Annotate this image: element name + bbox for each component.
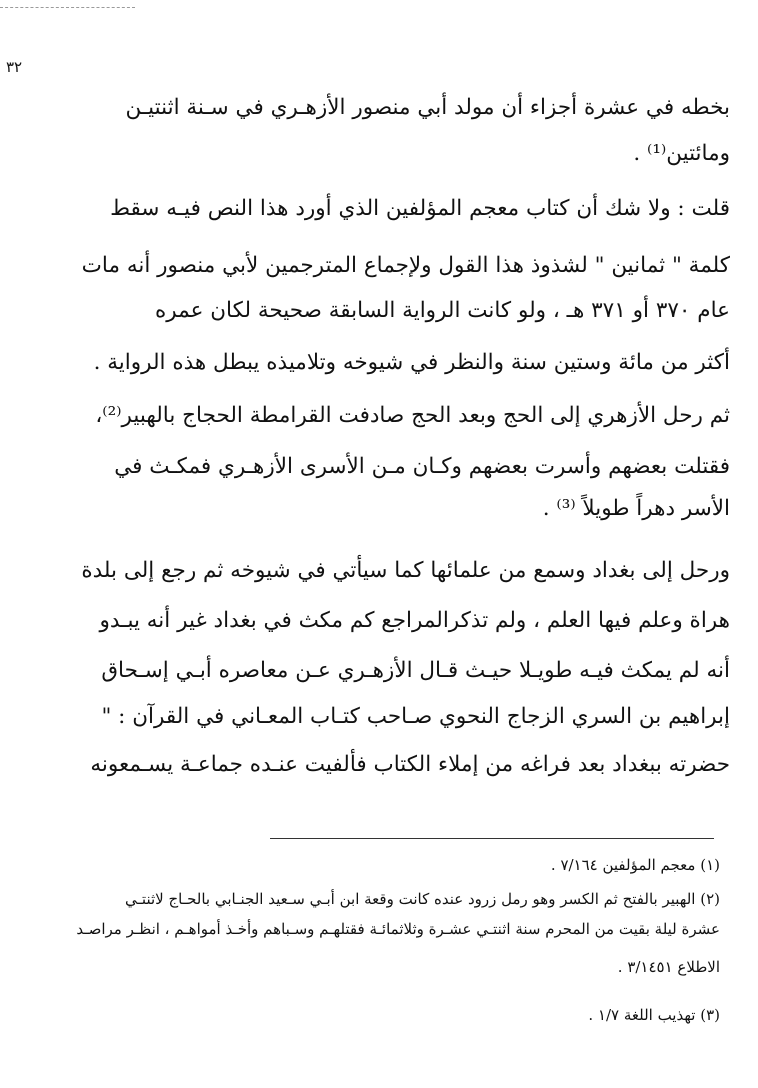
body-text-line: ثم رحل الأزهري إلى الحج وبعد الحج صادفت القرامطة الحجاج بالهبير⁽²⁾، [95,403,730,428]
body-text-line: الأسر دهراً طويلاً ⁽³⁾ . [542,496,730,521]
page-number: ٣٢ [6,58,23,76]
footnote-line: (٢) الهبير بالفتح ثم الكسر وهو رمل زرود عنده كانت وقعة ابن أبـي سـعيد الجنـابي بالحـاج لاثنتـي [125,890,720,908]
body-text-line: ومائتين⁽¹⁾ . [633,141,730,166]
body-text-line: ورحل إلى بغداد وسمع من علمائها كما سيأتي في شيوخه ثم رجع إلى بلدة [81,558,730,583]
footnote-line: (٣) تهذيب اللغة ١/٧ . [588,1006,720,1024]
body-text-line: عام ٣٧٠ أو ٣٧١ هـ ، ولو كانت الرواية السابقة صحيحة لكان عمره [155,298,730,323]
scan-top-edge-line [0,7,135,8]
footnote-line: (١) معجم المؤلفين ٧/١٦٤ . [550,856,720,874]
body-text-line: حضرته ببغداد بعد فراغه من إملاء الكتاب فألفيت عنـده جماعـة يسـمعونه [90,752,730,777]
body-text-line: أكثر من مائة وستين سنة والنظر في شيوخه وتلاميذه يبطل هذه الرواية . [93,350,730,375]
body-text-line: إبراهيم بن السري الزجاج النحوي صـاحب كتـاب المعـاني في القرآن : " [101,704,730,729]
body-text-line: كلمة " ثمانين " لشذوذ هذا القول ولإجماع المترجمين لأبي منصور أنه مات [81,253,730,278]
footnote-separator [270,838,714,839]
footnote-line: عشرة ليلة بقيت من المحرم سنة اثنتـي عشـرة وثلاثمائـة فقتلهـم وسـباهم وأخـذ أمواهـم ، انظـر مراصـد [76,920,720,938]
body-text-line: هراة وعلم فيها العلم ، ولم تذكرالمراجع كم مكث في بغداد غير أنه يبـدو [99,608,730,633]
body-text-line: بخطه في عشرة أجزاء أن مولد أبي منصور الأزهـري في سـنة اثنتيـن [125,95,730,120]
body-text-line: أنه لم يمكث فيـه طويـلا حيـث قـال الأزهـري عـن معاصره أبـي إسـحاق [101,658,730,683]
footnote-line: الاطلاع ٣/١٤٥١ . [617,958,720,976]
body-text-line: قلت : ولا شك أن كتاب معجم المؤلفين الذي أورد هذا النص فيـه سقط [110,196,730,221]
body-text-line: فقتلت بعضهم وأسرت بعضهم وكـان مـن الأسرى الأزهـري فمكـث في [114,454,730,479]
